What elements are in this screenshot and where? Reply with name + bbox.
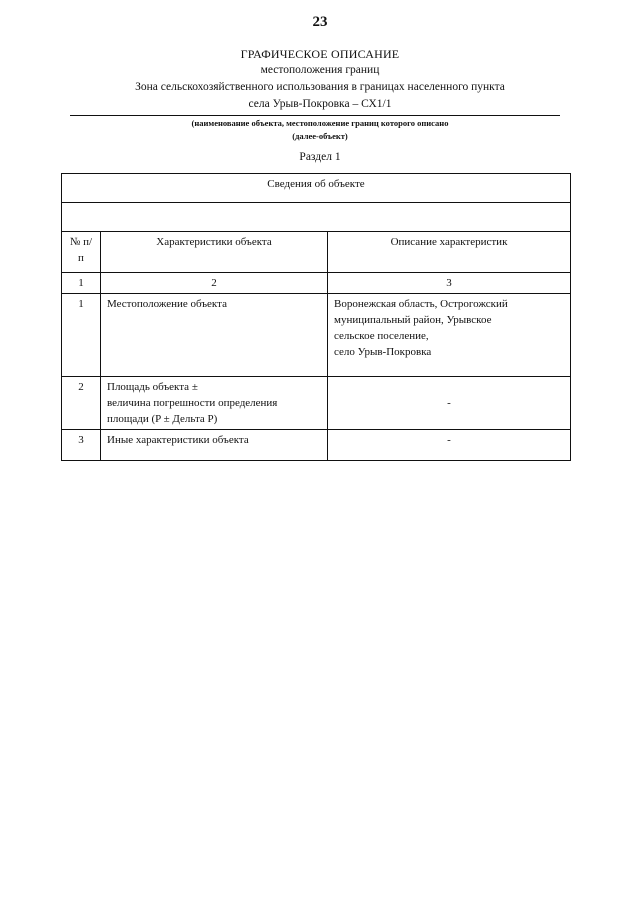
- header-description: Описание характеристик: [328, 232, 571, 273]
- section-label: Раздел 1: [299, 151, 341, 163]
- characteristic-line: Площадь объекта ±: [107, 381, 198, 393]
- row-num: 2: [62, 377, 101, 430]
- description-line: село Урыв-Покровка: [334, 346, 432, 358]
- header-num: № п/п: [62, 232, 101, 273]
- column-number: 1: [62, 273, 101, 294]
- object-caption-note: (далее-объект): [292, 131, 348, 141]
- characteristic-line: величина погрешности определения: [107, 397, 278, 409]
- table-row: [62, 377, 571, 430]
- object-caption: (наименование объекта, местоположение границ которого описано: [191, 118, 449, 128]
- zone-code: села Урыв-Покровка – СХ1/1: [248, 98, 392, 110]
- header-characteristic: Характеристики объекта: [101, 232, 328, 273]
- row-num: 3: [62, 430, 101, 461]
- row-description: [328, 294, 571, 377]
- row-characteristic: Местоположение объекта: [101, 294, 328, 377]
- table-row: [62, 294, 571, 377]
- table-title: Сведения об объекте: [62, 174, 571, 203]
- description-line: муниципальный район, Урывское: [334, 314, 492, 326]
- zone-name: Зона сельскохозяйственного использования в границах населенного пункта: [135, 81, 505, 93]
- table-empty-row: [62, 203, 571, 232]
- empty-cell: [62, 203, 571, 232]
- description-line: Воронежская область, Острогожский: [334, 298, 508, 310]
- table-title-row: [62, 174, 571, 203]
- object-info-table: [61, 173, 571, 461]
- row-description: -: [328, 377, 571, 430]
- heading-divider: [70, 115, 560, 116]
- characteristic-line: площади (P ± Дельта P): [107, 413, 218, 425]
- row-description: -: [328, 430, 571, 461]
- column-number: 3: [328, 273, 571, 294]
- table-header-row: [62, 232, 571, 273]
- row-characteristic: Иные характеристики объекта: [101, 430, 328, 461]
- table-row: [62, 430, 571, 461]
- column-number: 2: [101, 273, 328, 294]
- document-subtitle: местоположения границ: [260, 64, 380, 76]
- row-num: 1: [62, 294, 101, 377]
- column-number-row: [62, 273, 571, 294]
- page-number: 23: [312, 14, 328, 30]
- row-characteristic: [101, 377, 328, 430]
- document-title: ГРАФИЧЕСКОЕ ОПИСАНИЕ: [240, 47, 400, 61]
- description-line: сельское поселение,: [334, 330, 429, 342]
